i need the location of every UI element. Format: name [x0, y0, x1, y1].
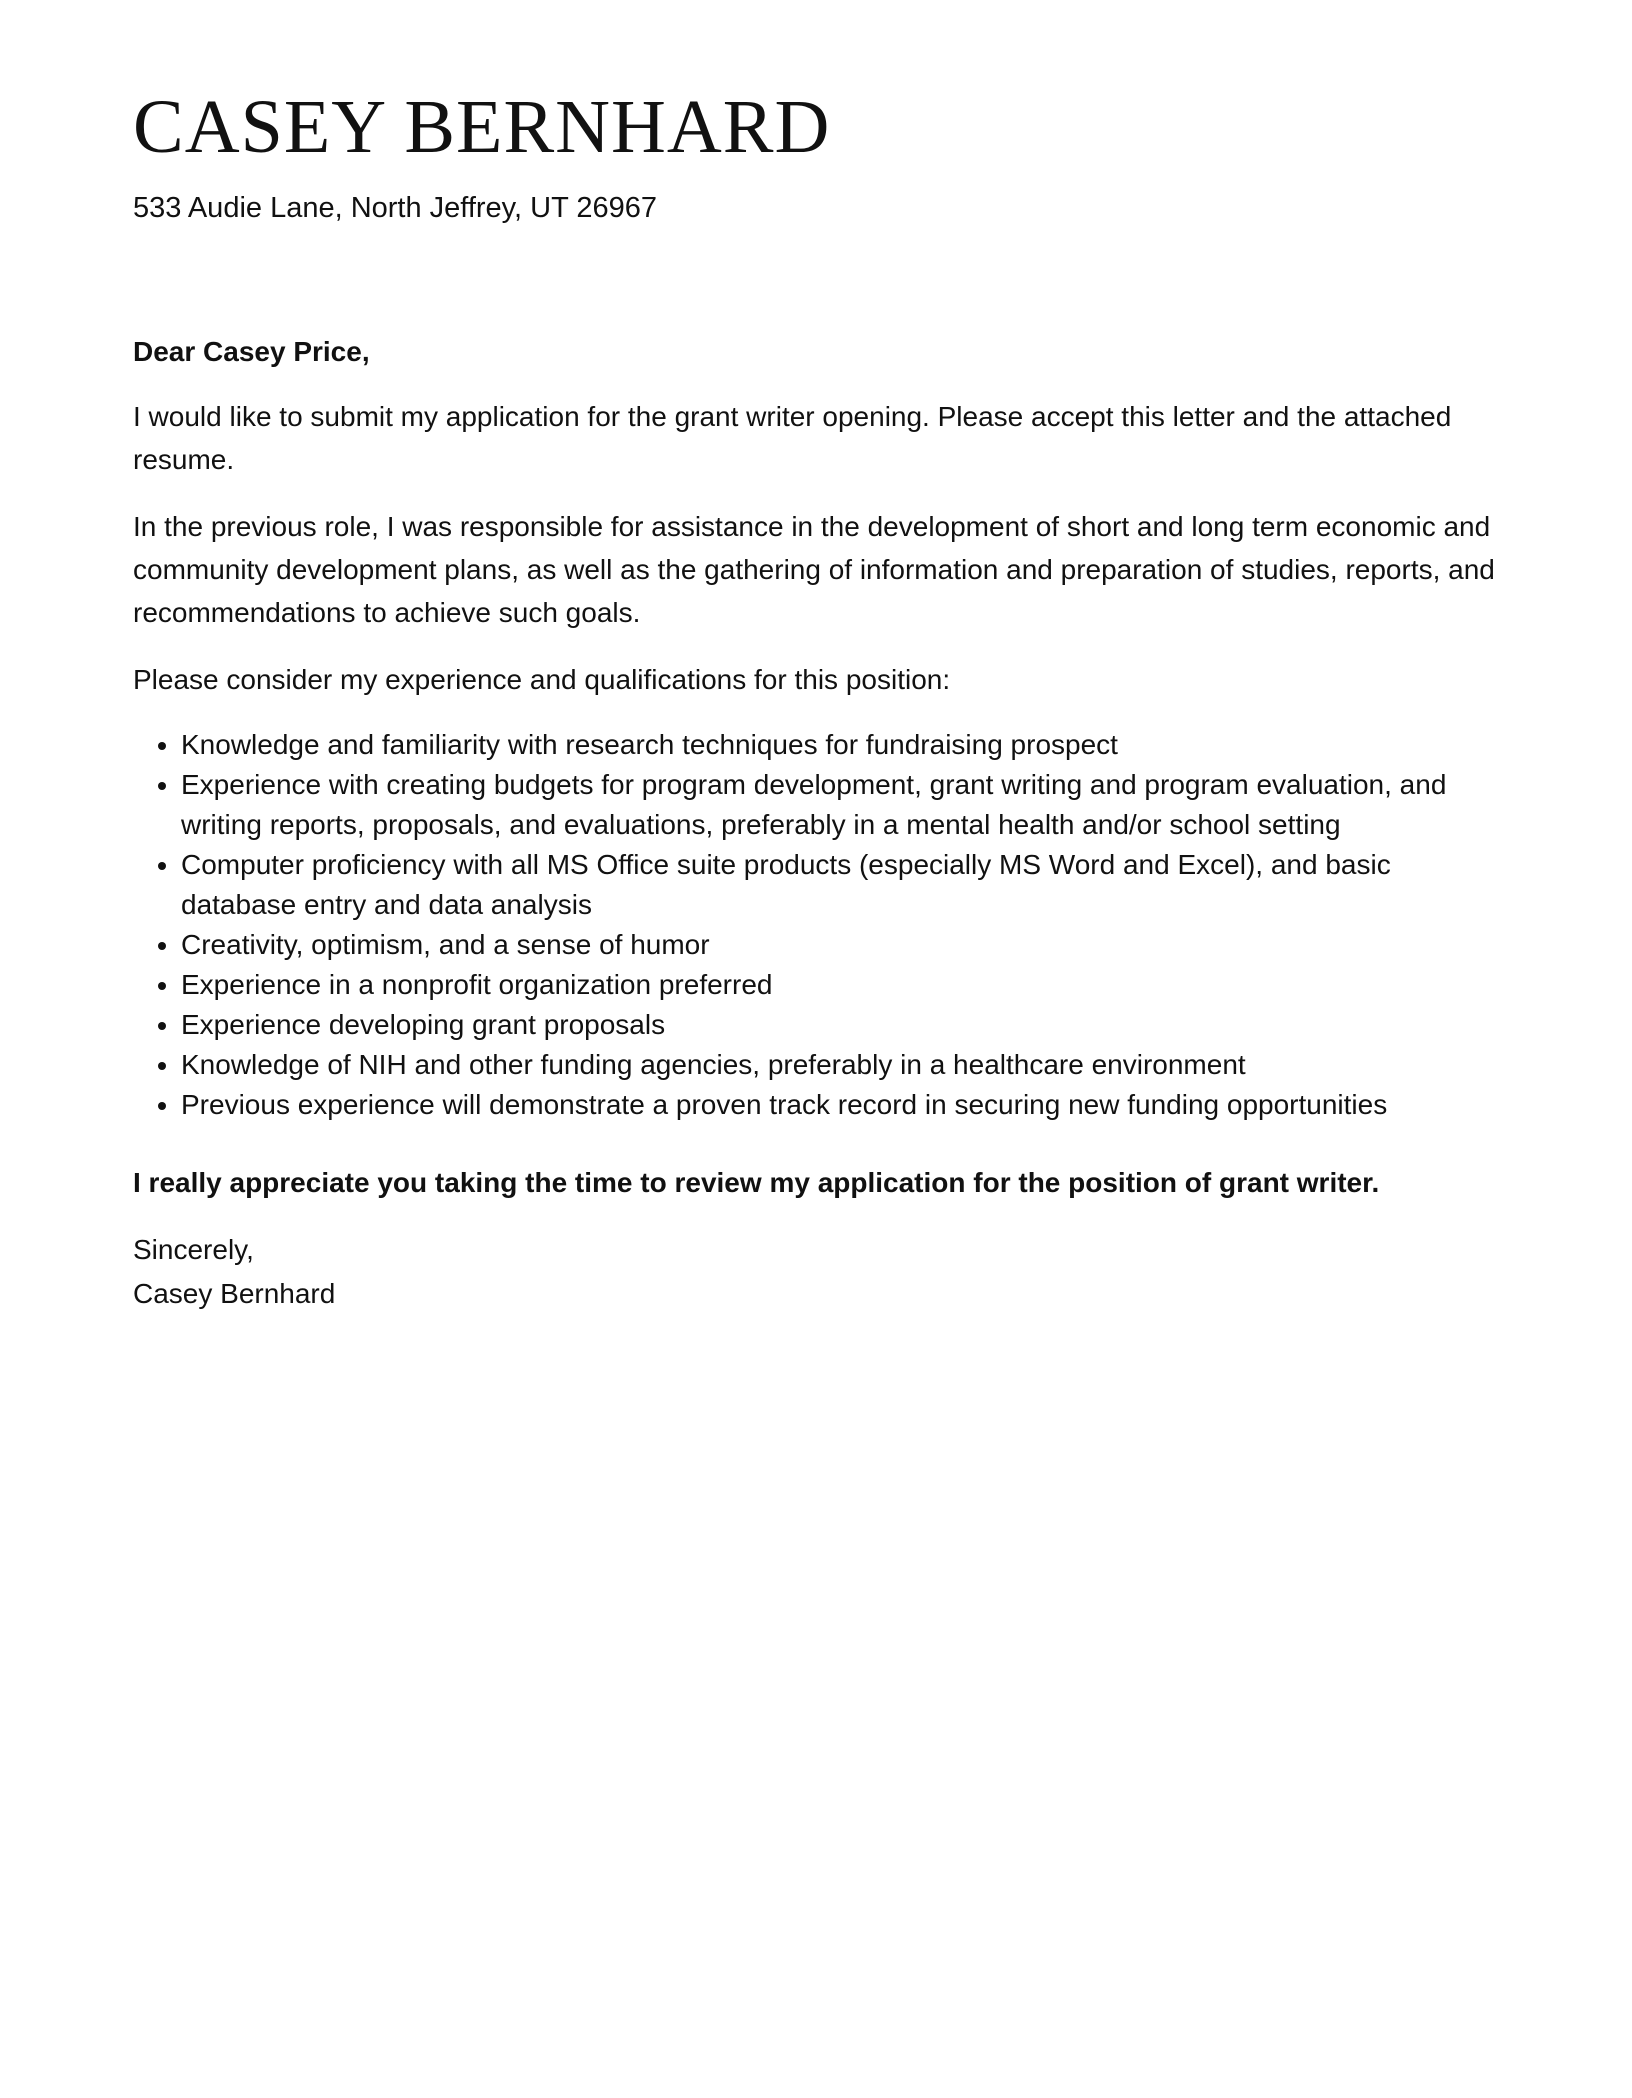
list-item: • Experience in a nonprofit organization preferred — [181, 965, 1503, 1005]
signoff: Sincerely, — [133, 1234, 254, 1265]
intro-paragraph: I would like to submit my application for the grant writer opening. Please accept this letter and the attached resume. — [133, 401, 1452, 475]
signature-name: Casey Bernhard — [133, 1278, 336, 1309]
greeting: Dear Casey Price, — [133, 336, 370, 367]
qualifications-list — [133, 725, 1503, 1125]
signature-block — [133, 1228, 1503, 1316]
list-item: • Knowledge and familiarity with research techniques for fundraising prospect — [181, 725, 1503, 765]
qualifications-intro: Please consider my experience and qualifications for this position: — [133, 664, 951, 695]
applicant-name: CASEY BERNHARD — [133, 85, 831, 169]
list-item: • Creativity, optimism, and a sense of humor — [181, 925, 1503, 965]
closing-statement: I really appreciate you taking the time to review my application for the position of grant writer. — [133, 1167, 1380, 1198]
list-item: • Previous experience will demonstrate a proven track record in securing new funding opportunities — [181, 1085, 1503, 1125]
list-item: • Experience developing grant proposals — [181, 1005, 1503, 1045]
list-item: • Knowledge of NIH and other funding agencies, preferably in a healthcare environment — [181, 1045, 1503, 1085]
list-item: • Computer proficiency with all MS Office suite products (especially MS Word and Excel), and basic database entry and data analysis — [181, 845, 1503, 925]
experience-paragraph: In the previous role, I was responsible for assistance in the development of short and long term economic and community development plans, as well as the gathering of information and preparation of studies, reports, and recommendations to achieve such goals. — [133, 511, 1495, 628]
letter-body — [133, 330, 1503, 1316]
applicant-address: 533 Audie Lane, North Jeffrey, UT 26967 — [133, 192, 657, 224]
list-item: • Experience with creating budgets for program development, grant writing and program evaluation, and writing reports, proposals, and evaluations, preferably in a mental health and/or school setting — [181, 765, 1503, 845]
